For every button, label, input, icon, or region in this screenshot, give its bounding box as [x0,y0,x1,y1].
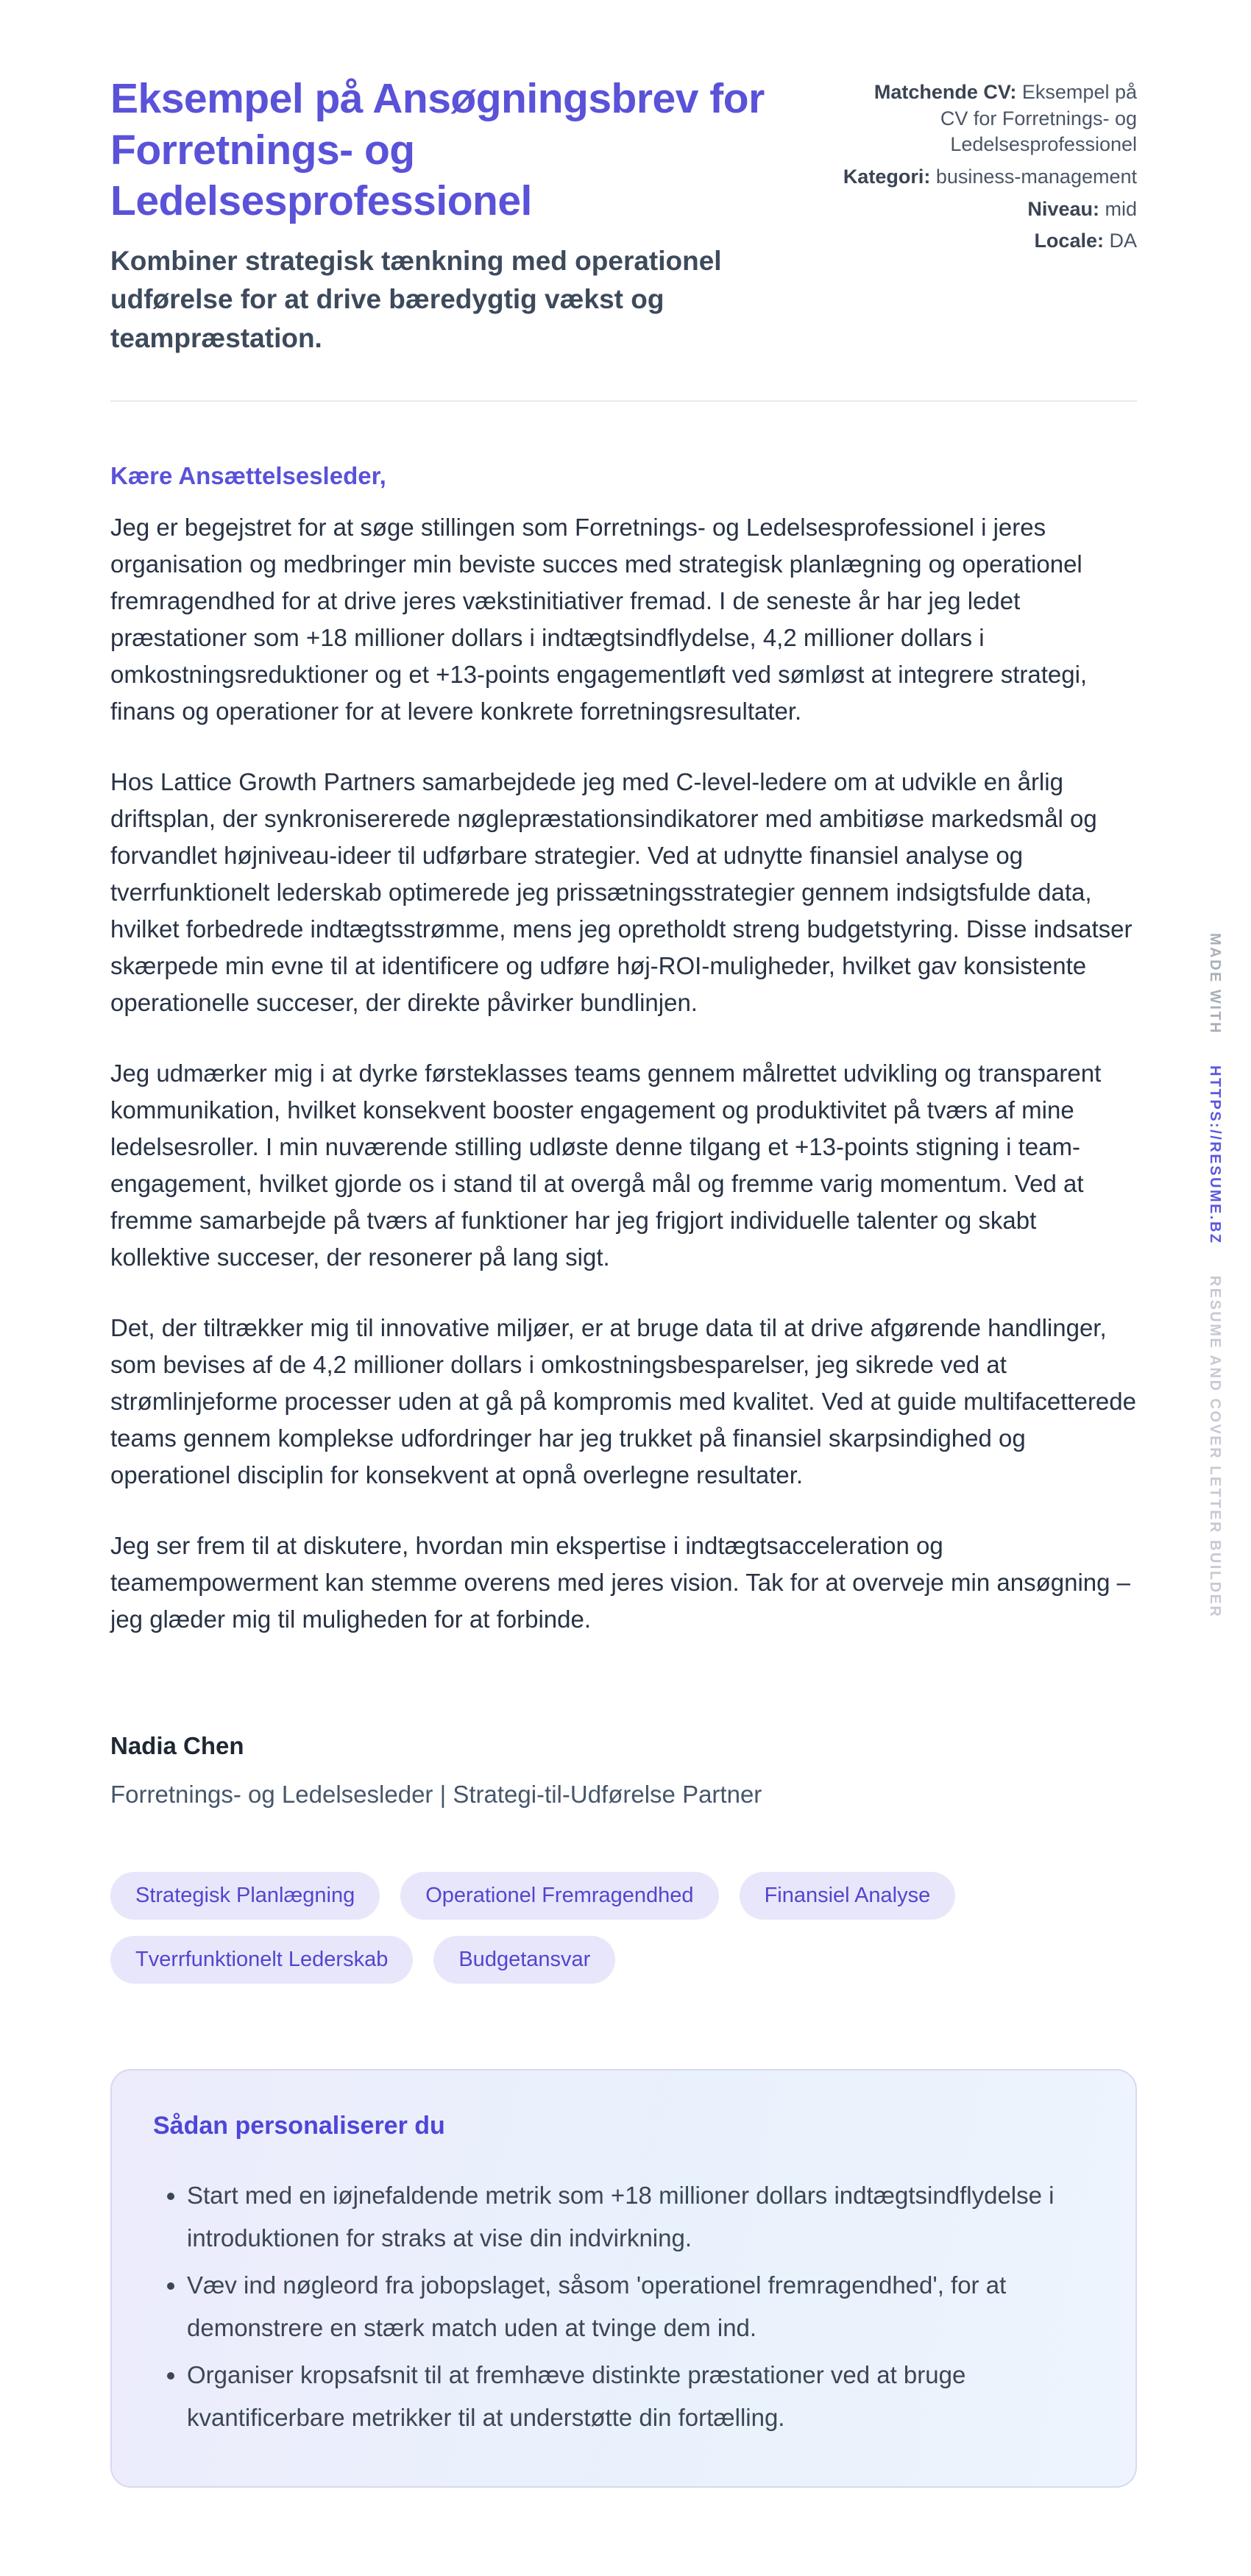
meta-label: Locale: [1034,230,1104,252]
letter-paragraph-4: Det, der tiltrækker mig til innovative miljøer, er at bruge data til at drive afgørende handlinger, som bevises af de 4,2 millioner dollars i omkostningsbesparelser, jeg sikrede ved at strømlinjeforme processer uden at gå på kompromis med kvalitet. Ved at guide multifacetterede teams gennem komplekse udfordringer har jeg trukket på finansiel skarpsindighed og operationel disciplin for konsekvent at opnå overlegne resultater. [110,1314,1136,1489]
signature-role: Forretnings- og Ledelsesleder | Strategi-til-Udførelse Partner [110,1781,762,1809]
meta-item-matching-cv [843,79,1137,158]
resume-bz-link[interactable]: HTTPS://RESUME.BZ [1207,1065,1223,1245]
watermark-builder-label: RESUME AND COVER LETTER BUILDER [1207,1275,1223,1619]
watermark [1206,933,1223,1618]
watermark-made-with-label: MADE WITH [1207,933,1223,1035]
meta-item-locale [843,228,1137,255]
meta-item-level [843,196,1137,223]
tip-item-3: • Organiser kropsafsnit til at fremhæve distinkte præstationer ved at bruge kvantificerbare metrikker til at understøtte din fortælling. [187,2354,1088,2439]
signature-name: Nadia Chen [110,1732,244,1760]
skill-tags [110,1872,1137,1984]
page-subtitle: Kombiner strategisk tænkning med operationel udførelse for at drive bæredygtig vækst og teampræstation. [110,245,722,353]
tip-item-2: • Væv ind nøgleord fra jobopslaget, såsom 'operationel fremragendhed', for at demonstrere en stærk match uden at tvinge dem ind. [187,2264,1088,2349]
tip-item-1: • Start med en iøjnefaldende metrik som +18 millioner dollars indtægtsindflydelse i introduktionen for straks at vise din indvirkning. [187,2174,1088,2260]
meta-label: Kategori: [843,165,931,188]
meta-panel [843,74,1137,260]
header [110,74,1137,358]
tips-heading: Sådan personaliserer du [153,2112,445,2140]
meta-item-category [843,164,1137,191]
meta-value: Eksempel på CV for Forretnings- og Ledelsesprofessionel [940,81,1137,156]
header-divider [110,400,1137,402]
meta-value: business-management [935,165,1137,188]
letter-paragraph-5: Jeg ser frem til at diskutere, hvordan min ekspertise i indtægtsacceleration og teamempowerment kan stemme overens med jeres vision. Tak for at overveje min ansøgning – jeg glæder mig til muligheden for at forbinde. [110,1532,1131,1633]
page-title: Eksempel på Ansøgningsbrev for Forretnings- og Ledelsesprofessionel [110,75,765,225]
title-block [110,74,813,358]
meta-value: DA [1109,230,1137,252]
skill-tag-cross-functional-leadership: Tverrfunktionelt Lederskab [110,1936,413,1984]
skill-tag-strategic-planning: Strategisk Planlægning [110,1872,380,1920]
letter-paragraph-2: Hos Lattice Growth Partners samarbejdede jeg med C-level-ledere om at udvikle en årlig driftsplan, der synkronisererede nøglepræstationsindikatorer med ambitiøse markedsmål og forvandlet højniveau-ideer til udførbare strategier. Ved at udnytte finansiel analyse og tverrfunktionelt lederskab optimerede jeg prissætningsstrategier gennem indsigtsfulde data, hvilket forbedrede indtægtsstrømme, mens jeg opretholdt streng budgetstyring. Disse indsatser skærpede min evne til at identificere og udføre høj-ROI-muligheder, hvilket gav konsistente operationelle succeser, der direkte påvirker bundlinjen. [110,768,1133,1017]
letter-paragraph-1: Jeg er begejstret for at søge stillingen som Forretnings- og Ledelsesprofessionel i jeres organisation og medbringer min beviste succes med strategisk planlægning og operationel fremragendhed for at drive jeres vækstinitiativer fremad. I de seneste år har jeg ledet præstationer som +18 millioner dollars i indtægtsindflydelse, 4,2 millioner dollars i omkostningsreduktioner og et +13-points engagementløft ved sømløst at integrere strategi, finans og operationer for at levere konkrete forretningsresultater. [110,514,1088,725]
meta-label: Niveau: [1027,197,1099,220]
tips-card [110,2069,1137,2488]
tips-list [153,2174,1088,2439]
skill-tag-financial-analysis: Finansiel Analyse [740,1872,956,1920]
letter-paragraph-3: Jeg udmærker mig i at dyrke førsteklasses teams gennem målrettet udvikling og transparent kommunikation, hvilket konsekvent booster engagement og produktivitet på tværs af mine ledelsesroller. I min nuværende stilling udløste denne tilgang et +13-points stigning i team-engagement, hvilket gjorde os i stand til at overgå mål og fremme varig momentum. Ved at fremme samarbejde på tværs af funktioner har jeg frigjort individuelle talenter og skabt kollektive succeser, der resonerer på lang sigt. [110,1060,1102,1271]
skill-tag-budget-responsibility: Budgetansvar [433,1936,615,1984]
letter-greeting: Kære Ansættelsesleder, [110,462,386,490]
meta-value: mid [1105,197,1137,220]
skill-tag-operational-excellence: Operationel Fremragendhed [400,1872,718,1920]
meta-label: Matchende CV: [873,81,1017,103]
